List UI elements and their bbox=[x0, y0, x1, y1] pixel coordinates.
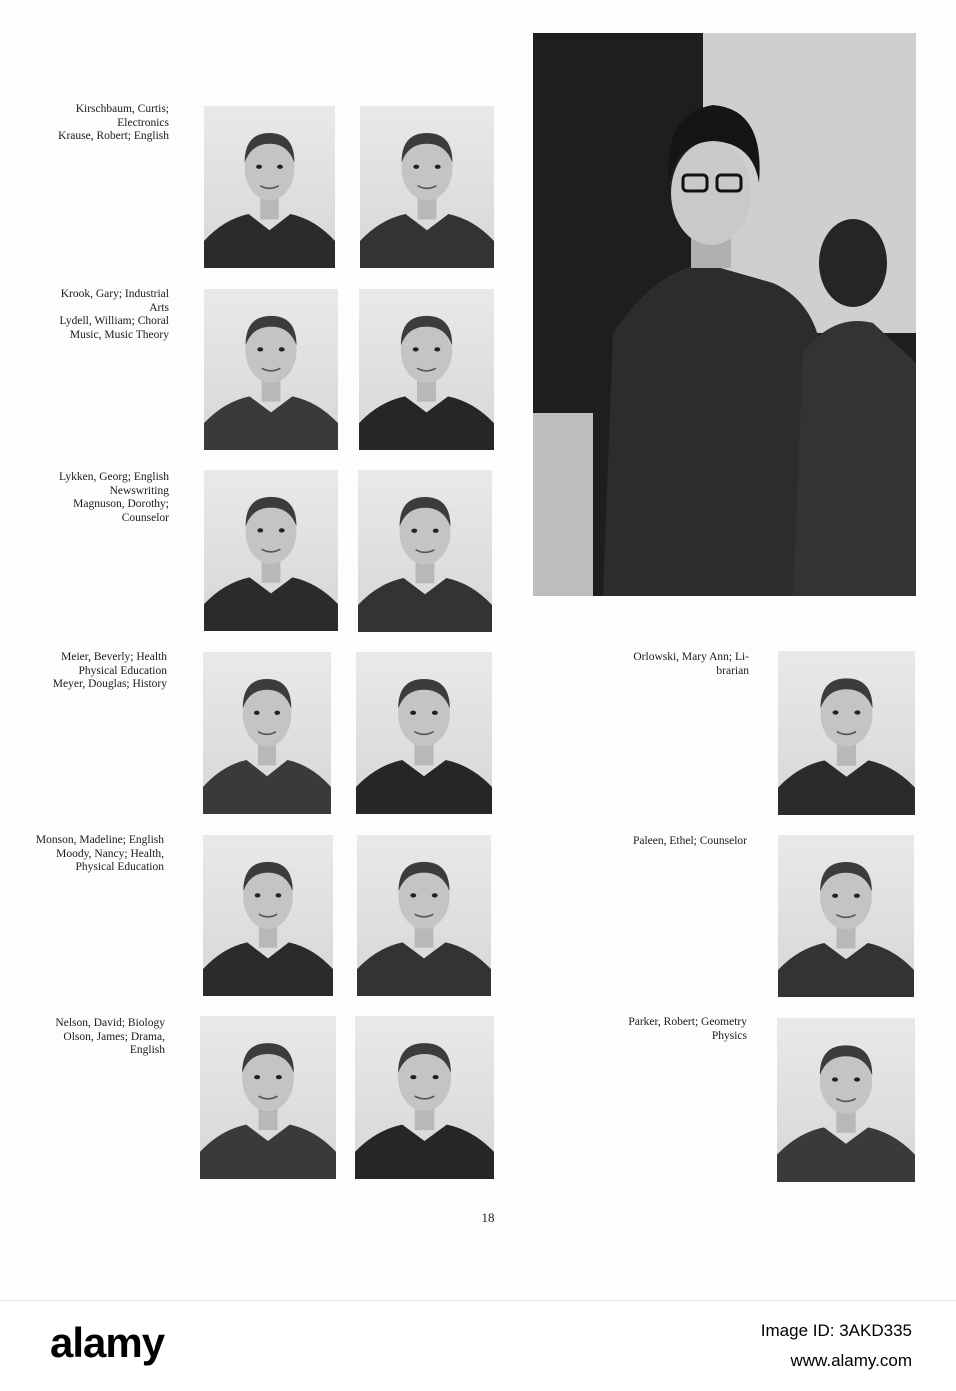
portrait-photo bbox=[355, 1016, 494, 1179]
portrait-silhouette bbox=[204, 106, 335, 268]
caption-paleen: Paleen, Ethel; Counselor bbox=[632, 835, 747, 847]
portrait-photo bbox=[203, 652, 331, 814]
portrait-silhouette bbox=[204, 470, 338, 631]
brand-logo: alamy bbox=[50, 1319, 165, 1366]
portrait-photo bbox=[778, 651, 915, 815]
portrait-silhouette bbox=[357, 835, 491, 996]
caption-monson-moody: Monson, Madeline; English Moody, Nancy; Health, Physical Education bbox=[35, 834, 164, 873]
portrait-photo bbox=[360, 106, 494, 268]
portrait-photo bbox=[778, 835, 914, 997]
stock-footer bbox=[0, 1300, 956, 1391]
portrait-photo bbox=[357, 835, 491, 996]
portrait-silhouette bbox=[360, 106, 494, 268]
portrait-silhouette bbox=[778, 651, 915, 815]
portrait-silhouette bbox=[777, 1018, 915, 1182]
caption-lykken-magnuson: Lykken, Georg; English Newswriting Magnuson, Dorothy; Counselor bbox=[59, 471, 169, 524]
featured-photo bbox=[533, 33, 916, 596]
caption-orlowski: Orlowski, Mary Ann; Li- brarian bbox=[633, 651, 749, 677]
portrait-photo bbox=[200, 1016, 336, 1179]
portrait-silhouette bbox=[204, 289, 338, 450]
portrait-silhouette bbox=[355, 1016, 494, 1179]
portrait-photo bbox=[204, 470, 338, 631]
caption-nelson-olson: Nelson, David; Biology Olson, James; Drama, English bbox=[55, 1017, 165, 1056]
portrait-silhouette bbox=[778, 835, 914, 997]
portrait-silhouette bbox=[359, 289, 494, 450]
portrait-photo bbox=[777, 1018, 915, 1182]
portrait-photo bbox=[204, 289, 338, 450]
portrait-photo bbox=[204, 106, 335, 268]
portrait-photo bbox=[358, 470, 492, 632]
image-id: Image ID: 3AKD335 bbox=[760, 1321, 912, 1340]
site-url: www.alamy.com bbox=[790, 1351, 912, 1370]
caption-kirschbaum-krause: Kirschbaum, Curtis; Electronics Krause, Robert; English bbox=[58, 103, 169, 142]
portrait-photo bbox=[359, 289, 494, 450]
caption-parker: Parker, Robert; Geometry Physics bbox=[628, 1016, 747, 1042]
portrait-silhouette bbox=[358, 470, 492, 632]
portrait-silhouette bbox=[203, 835, 333, 996]
portrait-photo bbox=[356, 652, 492, 814]
portrait-photo bbox=[203, 835, 333, 996]
portrait-silhouette bbox=[200, 1016, 336, 1179]
portrait-silhouette bbox=[203, 652, 331, 814]
portrait-silhouette bbox=[356, 652, 492, 814]
caption-krook-lydell: Krook, Gary; Industrial Arts Lydell, William; Choral Music, Music Theory bbox=[59, 288, 169, 341]
featured-photo-scene bbox=[533, 33, 916, 596]
caption-meier-meyer: Meier, Beverly; Health Physical Education Meyer, Douglas; History bbox=[52, 651, 167, 690]
page-number: 18 bbox=[481, 1210, 495, 1225]
